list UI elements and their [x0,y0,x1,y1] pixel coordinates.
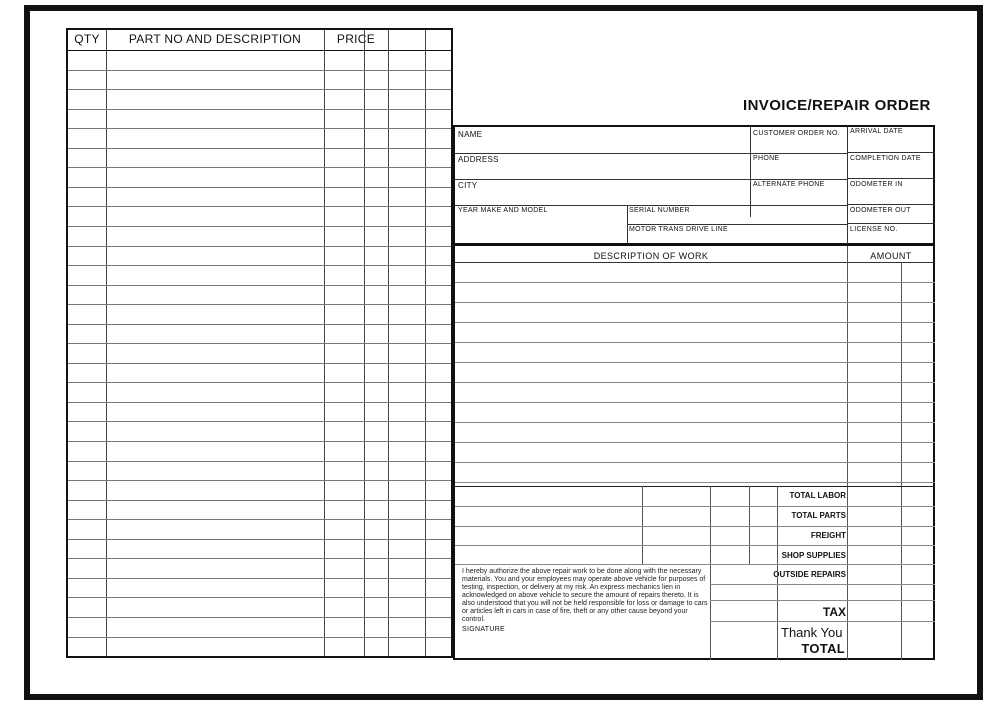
table-row[interactable] [68,206,451,207]
table-header-divider [68,50,451,51]
signature-field[interactable]: SIGNATURE [462,626,506,633]
totals-row[interactable] [710,600,935,601]
table-row[interactable] [68,324,451,325]
phone-field[interactable]: PHONE [753,155,780,162]
table-row[interactable] [68,558,451,559]
customer-info-block [453,125,935,245]
authorization-text: I hereby authorize the above repair work to be done along with the necessary materials. You and your employees may operate above vehicle for purposes of testing, inspection, or delivery at my risk. An express mechanics lien in acknowledged on above vehicle to secure the amount of repairs thereto. It is also understood that you will not be held responsible for loss or damage to cars or articles left in cars in case of fire, theft or any other cause beyond your control. [462,568,708,623]
totals-row[interactable] [455,526,935,527]
amount-column-divider [847,246,848,660]
total-parts-label: TOTAL PARTS [791,511,846,520]
table-row[interactable] [68,128,451,129]
qty-header: QTY [74,32,100,46]
alternate-phone-field[interactable]: ALTERNATE PHONE [753,181,825,188]
table-row[interactable] [68,441,451,442]
table-row[interactable] [68,343,451,344]
divider [627,205,628,245]
work-line[interactable] [455,482,935,483]
table-row[interactable] [68,382,451,383]
address-field[interactable]: ADDRESS [458,155,499,164]
shop-supplies-label: SHOP SUPPLIES [781,551,846,560]
arrival-date-field[interactable]: ARRIVAL DATE [850,128,903,135]
odometer-in-field[interactable]: ODOMETER IN [850,181,903,188]
odometer-out-field[interactable]: ODOMETER OUT [850,207,911,214]
work-line[interactable] [455,322,935,323]
table-row[interactable] [68,226,451,227]
total-label: TOTAL [801,641,845,656]
divider [455,153,847,154]
divider [847,223,935,224]
work-line[interactable] [455,302,935,303]
completion-date-field[interactable]: COMPLETION DATE [850,155,921,162]
divider [455,179,847,180]
thank-you-text: Thank You [781,625,843,640]
table-row[interactable] [68,461,451,462]
totals-row[interactable] [710,584,935,585]
totals-row[interactable] [455,564,935,565]
table-row[interactable] [68,637,451,638]
work-line[interactable] [455,382,935,383]
table-row[interactable] [68,187,451,188]
work-line[interactable] [455,462,935,463]
work-line[interactable] [455,442,935,443]
table-row[interactable] [68,246,451,247]
serial-number-field[interactable]: SERIAL NUMBER [629,207,690,214]
parts-table [66,28,453,658]
form-title: INVOICE/REPAIR ORDER [743,97,931,114]
tax-label: TAX [822,605,846,619]
work-line[interactable] [455,402,935,403]
price-header: PRICE [336,32,376,46]
totals-row[interactable] [455,545,935,546]
totals-column [777,486,778,660]
table-row[interactable] [68,519,451,520]
total-labor-label: TOTAL LABOR [789,491,846,500]
table-row[interactable] [68,265,451,266]
divider [627,224,847,225]
freight-label: FREIGHT [810,531,846,540]
table-row[interactable] [68,597,451,598]
divider [847,152,935,153]
divider [847,178,935,179]
table-row[interactable] [68,402,451,403]
totals-row[interactable] [710,621,935,622]
table-row[interactable] [68,148,451,149]
table-row[interactable] [68,363,451,364]
outside-repairs-label: OUTSIDE REPAIRS [773,570,846,579]
totals-row[interactable] [455,506,935,507]
city-field[interactable]: CITY [458,181,478,190]
table-row[interactable] [68,500,451,501]
totals-column [642,486,643,564]
table-row[interactable] [68,578,451,579]
table-row[interactable] [68,617,451,618]
table-row[interactable] [68,304,451,305]
table-row[interactable] [68,70,451,71]
year-make-model-field[interactable]: YEAR MAKE AND MODEL [458,207,548,214]
table-row[interactable] [68,167,451,168]
work-line[interactable] [455,422,935,423]
motor-trans-field[interactable]: MOTOR TRANS DRIVE LINE [629,226,728,233]
totals-column [749,486,750,564]
divider [847,204,935,205]
name-field[interactable]: NAME [458,130,483,139]
totals-column [710,486,711,660]
table-row[interactable] [68,539,451,540]
work-description-block [453,244,935,660]
table-row[interactable] [68,421,451,422]
work-line[interactable] [455,362,935,363]
totals-divider [455,486,935,487]
license-no-field[interactable]: LICENSE NO. [850,226,898,233]
divider [455,205,847,206]
customer-order-field[interactable]: CUSTOMER ORDER NO. [753,130,840,137]
table-row[interactable] [68,480,451,481]
part-description-header: PART NO AND DESCRIPTION [128,32,302,46]
work-line[interactable] [455,342,935,343]
table-row[interactable] [68,285,451,286]
description-of-work-header: DESCRIPTION OF WORK [593,251,709,261]
divider [750,127,751,217]
table-row[interactable] [68,89,451,90]
divider [847,127,848,245]
work-header-divider [455,262,935,263]
work-line[interactable] [455,282,935,283]
amount-header: AMOUNT [870,251,912,261]
table-row[interactable] [68,109,451,110]
